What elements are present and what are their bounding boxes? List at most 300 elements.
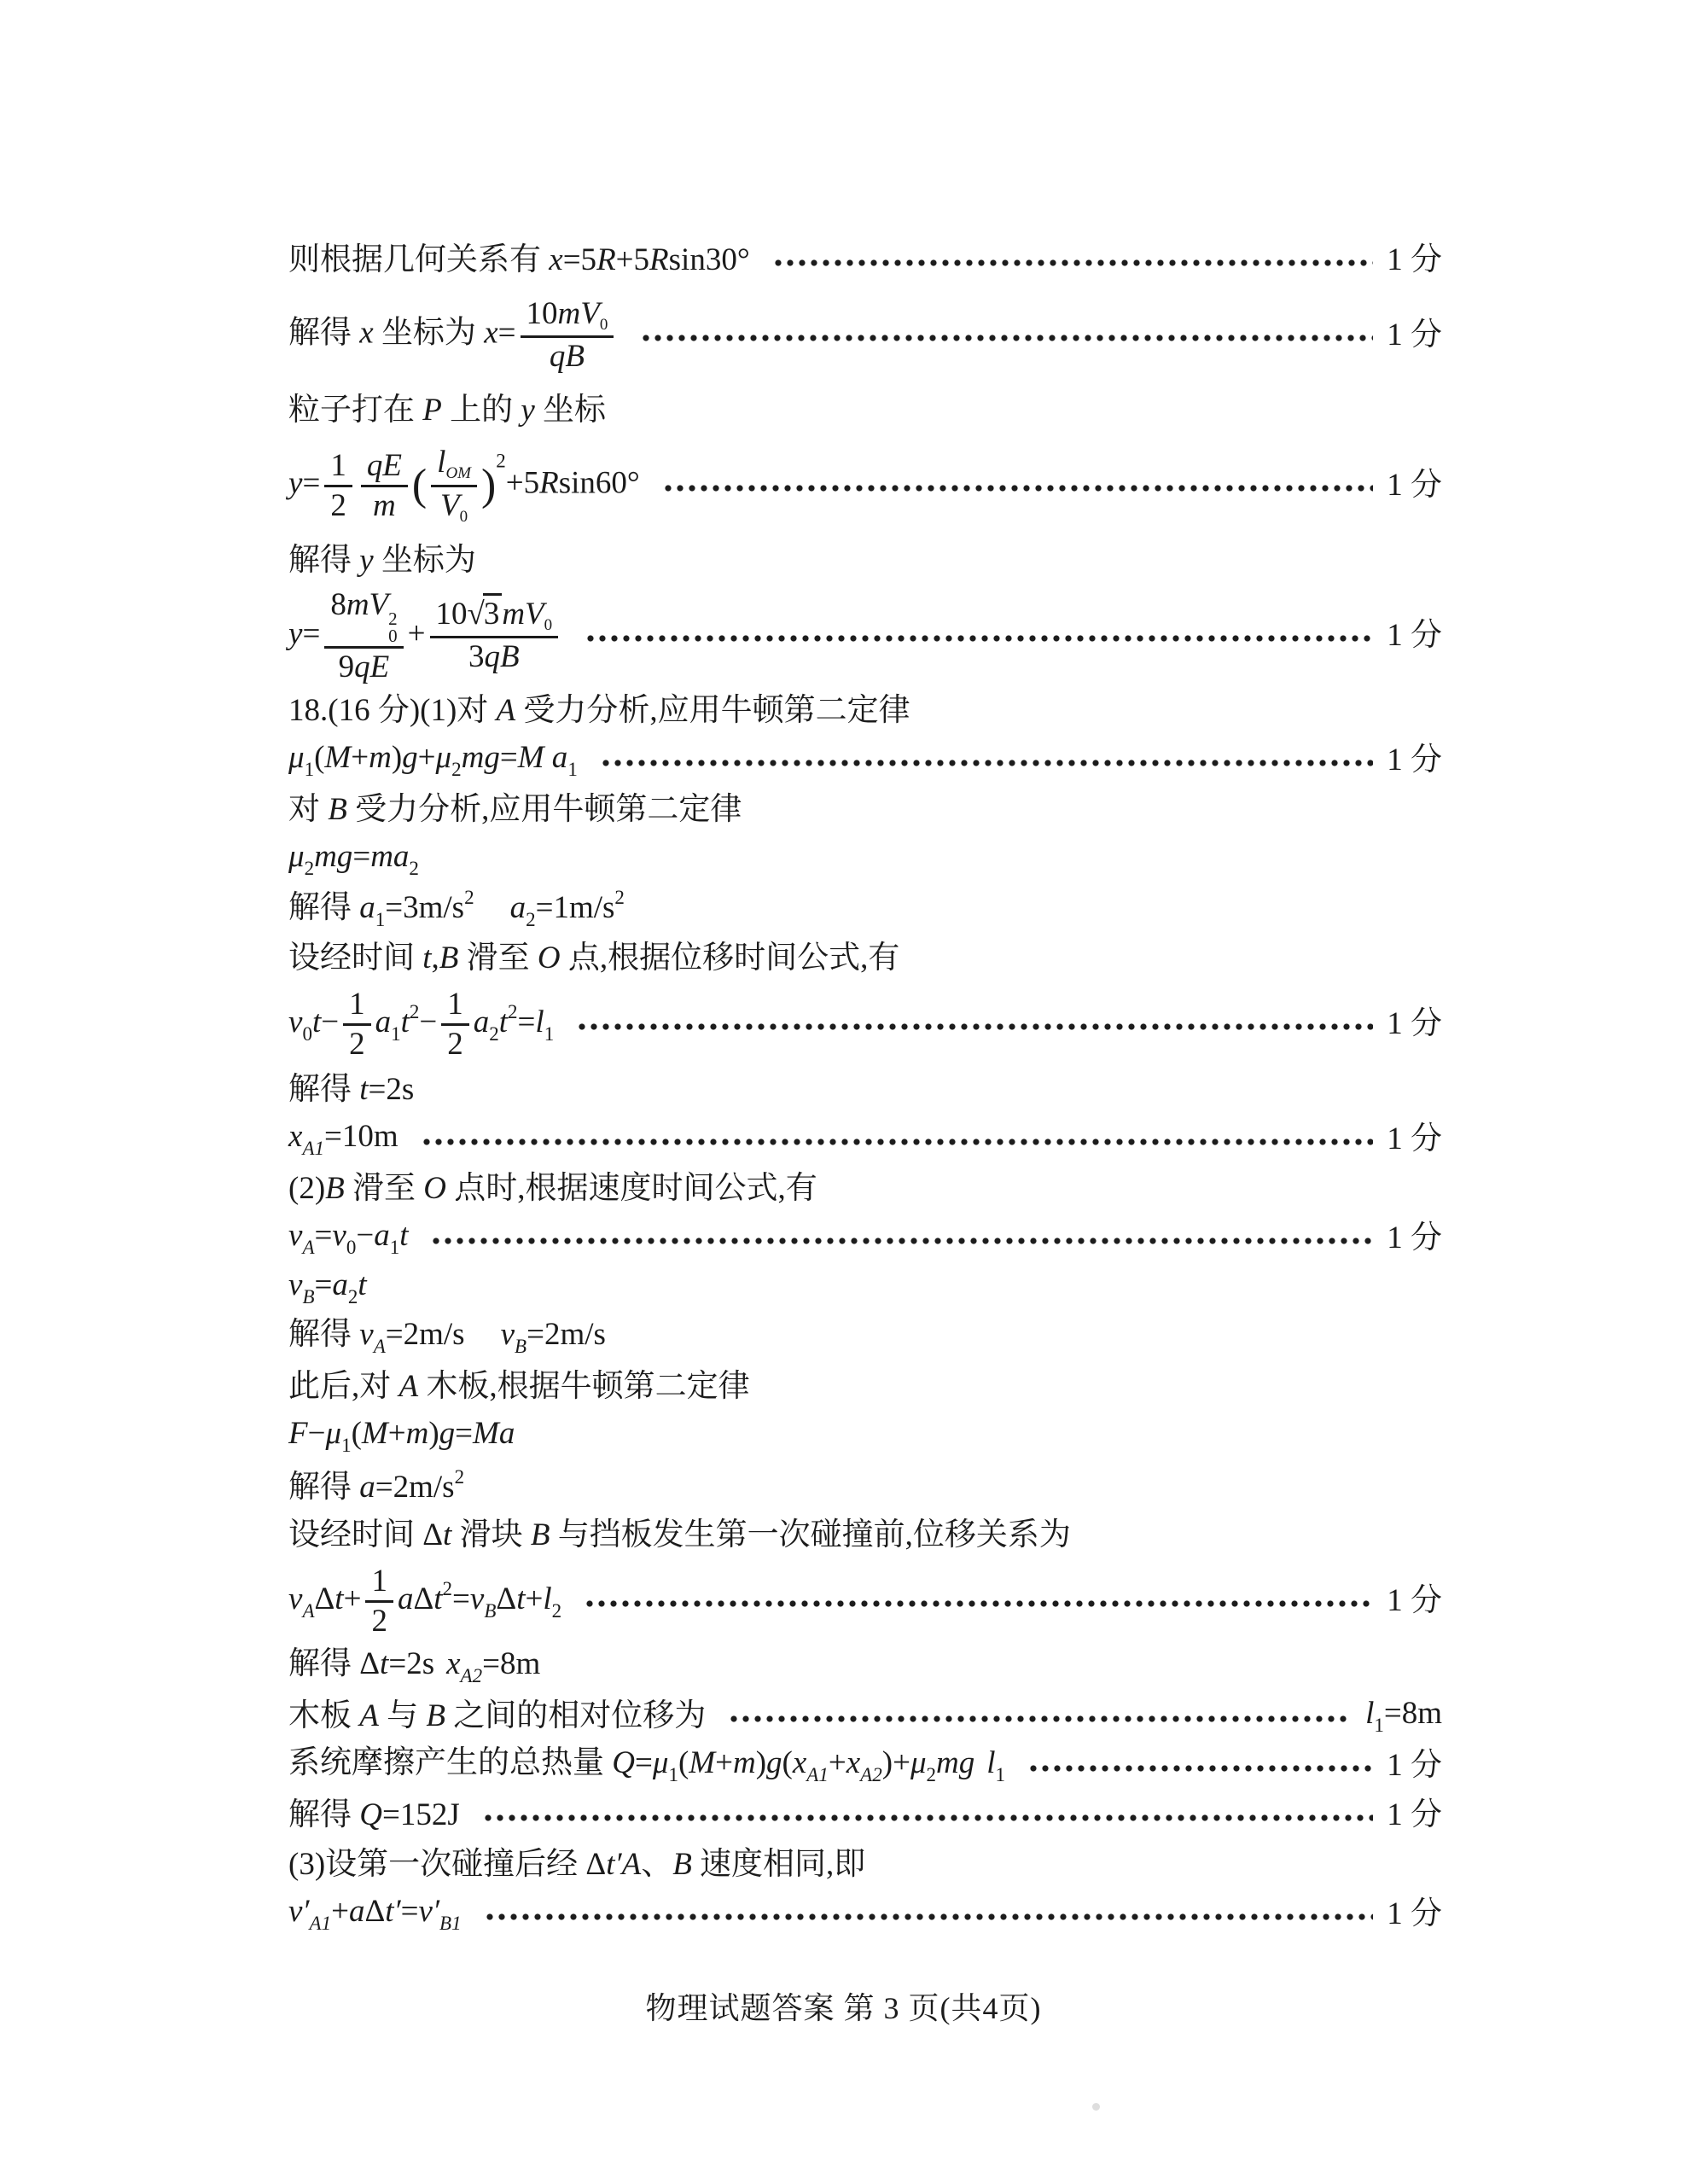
math-roman: =	[302, 615, 321, 651]
math-roman: =152J	[381, 1797, 460, 1832]
math-roman: Δ	[496, 1581, 517, 1616]
line-expression	[288, 393, 606, 429]
solution-line	[288, 386, 1442, 435]
math-roman: =	[499, 739, 518, 775]
fraction-denominator	[367, 487, 402, 523]
text-chinese: 滑块	[451, 1517, 531, 1552]
solution-line	[288, 785, 1442, 835]
math-variable: mV	[346, 586, 389, 622]
text-chinese: 解得	[288, 1797, 360, 1832]
line-expression	[288, 1745, 1005, 1786]
math-roman: 1	[1387, 1896, 1411, 1931]
math-variable: R	[649, 242, 669, 277]
math-variable: y	[521, 392, 535, 428]
line-expression	[288, 839, 419, 880]
math-superscript: 2	[388, 608, 398, 629]
math-roman: 9	[338, 649, 355, 684]
math-variable: μ	[652, 1744, 669, 1780]
math-variable: B	[672, 1846, 692, 1882]
solution-line	[288, 1362, 1442, 1412]
text-chinese: 与	[378, 1698, 427, 1733]
math-variable: t	[422, 940, 432, 976]
text-chinese: 分	[1411, 1220, 1442, 1255]
text-chinese: 分	[1411, 1005, 1442, 1041]
math-variable: t	[400, 1004, 410, 1040]
math-subscript: 2	[451, 758, 462, 780]
math-roman: =2s	[368, 1071, 415, 1107]
text-chinese: ,	[431, 940, 439, 976]
math-roman: 10	[526, 295, 558, 331]
score-label	[1387, 1896, 1442, 1933]
line-expression	[288, 1517, 1071, 1554]
text-chinese: 解得	[288, 315, 360, 351]
line-expression	[288, 740, 578, 781]
math-variable: B	[426, 1698, 445, 1733]
line-expression	[288, 887, 625, 931]
math-variable: μ	[435, 739, 452, 775]
text-chinese: 坐标	[534, 392, 607, 428]
math-roman: (	[314, 739, 325, 775]
math-fraction	[521, 297, 614, 374]
math-roman: +	[525, 1581, 544, 1616]
math-subscript: 1	[995, 1763, 1006, 1785]
math-roman: +	[828, 1744, 846, 1780]
math-superscript: 2	[614, 886, 625, 908]
math-variable: Ma	[473, 1415, 515, 1451]
math-roman: +	[331, 1893, 349, 1929]
fraction-denominator	[434, 487, 474, 527]
math-variable: x	[846, 1744, 861, 1780]
text-chinese: 解得	[288, 542, 360, 578]
math-variable: v	[288, 1581, 303, 1616]
math-superscript: 2	[496, 450, 506, 472]
score-label	[1387, 1748, 1442, 1785]
text-chinese: 分	[1411, 1582, 1442, 1618]
fraction-denominator	[544, 338, 590, 374]
math-roman: +5	[505, 465, 540, 501]
math-variable: μ	[325, 1415, 342, 1451]
math-roman: =	[352, 838, 371, 874]
math-variable: v	[359, 1316, 374, 1352]
math-subscript: 2	[526, 908, 536, 930]
text-chinese: 分	[1411, 1896, 1442, 1931]
math-variable: t	[334, 1581, 344, 1616]
solution-line	[288, 585, 1442, 686]
math-roman: =	[400, 1893, 419, 1929]
math-subscript: A	[302, 1599, 315, 1622]
score-label	[1387, 468, 1442, 504]
math-roman: )	[755, 1744, 767, 1780]
text-chinese: 坐标为	[373, 542, 476, 578]
text-chinese: 分	[1411, 617, 1442, 653]
score-label	[1387, 618, 1442, 655]
solution-line	[288, 1065, 1442, 1115]
math-roman: 1	[1387, 1121, 1411, 1156]
math-roman: =	[634, 1744, 653, 1780]
line-expression	[288, 1466, 464, 1506]
math-subscript: 1	[668, 1763, 678, 1785]
math-variable: y	[288, 465, 303, 501]
math-roman: 2	[371, 1603, 387, 1639]
math-fraction	[324, 449, 352, 523]
math-variable: mg	[314, 838, 353, 874]
math-variable: v	[288, 1217, 303, 1253]
line-expression	[288, 588, 562, 684]
solution-lines	[288, 0, 1442, 1939]
math-subscript: 2	[304, 857, 315, 879]
math-variable: x	[288, 1118, 303, 1154]
text-chinese: 分	[1411, 317, 1442, 352]
text-chinese: 系统摩擦产生的总热量	[288, 1744, 613, 1780]
math-roman: Δ	[422, 1517, 444, 1552]
math-variable: v	[469, 1581, 485, 1616]
math-variable: y	[359, 542, 374, 578]
text-chinese: 受力分析,应用牛顿第二定律	[515, 692, 910, 728]
math-variable: qB	[549, 339, 585, 375]
math-subscript: A	[373, 1335, 386, 1357]
line-expression	[288, 1119, 398, 1160]
math-roman: 1	[1387, 1005, 1411, 1041]
text-chinese: 坐标为	[373, 315, 485, 351]
math-roman: =8m	[1383, 1695, 1442, 1731]
math-roman: Δ	[314, 1581, 335, 1616]
math-roman: =1m/s	[535, 889, 615, 925]
math-variable: v	[288, 1267, 303, 1302]
math-roman: =3m/s	[385, 889, 465, 925]
math-variable: x	[549, 242, 563, 277]
math-subscript: 0	[346, 1236, 357, 1258]
math-roman: 1	[371, 1563, 387, 1599]
math-variable: l	[1365, 1695, 1375, 1731]
math-roman: =8m	[482, 1645, 541, 1681]
line-expression	[288, 1218, 408, 1259]
score-label	[1387, 1220, 1442, 1257]
fraction-denominator	[462, 638, 526, 674]
math-roman: +	[417, 739, 436, 775]
math-variable: Q	[359, 1797, 382, 1832]
dotted-leader	[421, 1137, 1374, 1147]
solution-line	[288, 1412, 1442, 1461]
math-variable: m	[405, 1415, 429, 1451]
math-variable: g	[766, 1744, 782, 1780]
math-roman: 1	[1387, 1220, 1411, 1255]
math-subscript: 1	[389, 1236, 400, 1258]
math-variable: t	[380, 1645, 389, 1681]
fraction-numerator	[365, 1564, 393, 1603]
math-roman: 1	[1387, 1582, 1411, 1618]
text-chinese: 18.(16 分)(1)对	[288, 692, 497, 728]
line-expression	[288, 1171, 817, 1208]
line-expression	[288, 543, 476, 579]
text-chinese: 此后,对	[288, 1368, 399, 1404]
footer-text: 物理试题答案 第 3 页(共4页)	[645, 1990, 1042, 2025]
math-variable: A	[359, 1698, 379, 1733]
dotted-leader	[1027, 1763, 1373, 1773]
text-chinese: 对	[288, 791, 329, 827]
page-footer	[0, 1981, 1687, 2030]
math-variable: V	[440, 487, 460, 523]
math-fraction	[343, 987, 371, 1062]
math-roman: 1	[1387, 1797, 1411, 1832]
math-roman: (	[782, 1744, 793, 1780]
text-chinese: 上的	[441, 392, 521, 428]
math-subscript: OM	[445, 463, 472, 482]
math-variable: v′	[288, 1893, 310, 1929]
math-roman: 3	[468, 639, 485, 675]
math-roman: Δ	[359, 1645, 381, 1681]
math-bracket: (	[411, 461, 428, 510]
text-chinese: 木板	[288, 1698, 360, 1733]
math-variable: t	[359, 1071, 369, 1107]
math-roman: 8	[330, 586, 346, 622]
math-variable: l	[986, 1744, 996, 1780]
solution-line	[288, 1461, 1442, 1511]
fraction-denominator	[441, 1026, 469, 1062]
solution-line	[288, 686, 1442, 736]
dotted-leader	[584, 1599, 1373, 1609]
math-variable: mg	[461, 739, 500, 775]
dotted-leader	[585, 633, 1373, 644]
math-roman: −	[321, 1004, 340, 1040]
solution-line	[288, 736, 1442, 785]
dotted-leader	[640, 333, 1373, 343]
solution-line	[288, 1164, 1442, 1214]
text-chinese: 受力分析,应用牛顿第二定律	[346, 791, 742, 827]
math-variable: qE	[354, 649, 390, 684]
math-variable: ma	[370, 838, 410, 874]
math-variable: O	[423, 1170, 446, 1206]
math-variable: m	[369, 739, 392, 775]
score-label	[1387, 1797, 1442, 1834]
solution-line	[288, 884, 1442, 934]
fraction-numerator	[431, 446, 477, 487]
solution-line	[288, 1791, 1442, 1840]
math-roman: =2m/s	[385, 1316, 465, 1352]
line-expression	[288, 446, 640, 526]
text-chinese: 则根据几何关系有	[288, 242, 550, 277]
math-roman: =2m/s	[375, 1469, 455, 1505]
math-roman: +	[893, 1744, 910, 1780]
math-roman: +5	[615, 242, 650, 277]
math-roman: +	[351, 739, 369, 775]
math-subscript: 1	[544, 1022, 555, 1045]
math-roman: =10m	[324, 1118, 398, 1154]
math-variable: B	[530, 1517, 550, 1552]
math-subscript: 0	[544, 615, 553, 634]
math-variable: R	[596, 242, 616, 277]
math-variable: μ	[288, 739, 305, 775]
math-subscript: 2	[926, 1763, 937, 1785]
math-superscript: 2	[442, 1577, 453, 1599]
math-roman: (	[351, 1415, 362, 1451]
solution-line	[288, 536, 1442, 585]
solution-line	[288, 1642, 1442, 1692]
math-variable: v	[332, 1217, 346, 1253]
math-roman: sin30°	[668, 242, 750, 277]
math-roman: +	[715, 1744, 733, 1780]
dotted-leader	[728, 1714, 1352, 1724]
math-roman: 2	[349, 1026, 365, 1062]
fraction-numerator	[441, 987, 469, 1026]
fraction-numerator	[361, 449, 408, 487]
math-subscript: 0	[302, 1022, 312, 1045]
math-variable: mV	[557, 295, 600, 331]
math-superscript: 2	[464, 886, 474, 908]
score-label	[1387, 317, 1442, 354]
math-roman: 1	[1387, 742, 1411, 778]
dotted-leader	[430, 1236, 1373, 1246]
math-roman: +	[387, 1415, 406, 1451]
math-subscript: 2	[409, 857, 419, 879]
dotted-leader	[772, 258, 1374, 268]
math-variable: v′	[418, 1893, 440, 1929]
math-variable: t	[443, 1517, 452, 1552]
solution-line	[288, 983, 1442, 1065]
line-expression	[288, 1369, 750, 1406]
math-subscript: A1	[806, 1763, 829, 1785]
math-variable: M a	[517, 739, 568, 775]
math-subscript: B	[515, 1335, 527, 1357]
math-supsub	[388, 610, 398, 644]
math-fraction	[361, 449, 408, 523]
math-roman: =	[302, 465, 321, 501]
math-variable: g	[439, 1415, 456, 1451]
math-subscript: 2	[551, 1599, 562, 1622]
line-expression	[288, 1072, 414, 1109]
line-expression	[288, 242, 750, 279]
math-variable: l	[437, 444, 446, 480]
dotted-leader	[482, 1813, 1374, 1823]
line-expression	[288, 1564, 561, 1639]
math-roman: 1	[349, 986, 365, 1022]
line-expression	[288, 1797, 460, 1834]
math-subscript: B	[484, 1599, 497, 1622]
text-chinese: 解得	[288, 1071, 360, 1107]
text-chinese: 之间的相对位移为	[445, 1698, 707, 1733]
math-variable: Q	[612, 1744, 635, 1780]
solution-line	[288, 1214, 1442, 1263]
solution-line	[288, 1741, 1442, 1791]
math-roman: 2	[447, 1026, 463, 1062]
solution-line	[288, 1692, 1442, 1741]
math-variable: M	[361, 1415, 388, 1451]
math-variable: F	[288, 1415, 308, 1451]
text-chinese: 解得	[288, 1316, 360, 1352]
math-subscript: 2	[347, 1285, 358, 1307]
text-chinese: 设经时间	[288, 940, 423, 976]
score-label	[1387, 1583, 1442, 1620]
text-chinese: 解得	[288, 889, 360, 925]
math-variable: R	[539, 465, 559, 501]
fraction-denominator	[324, 487, 352, 523]
math-roman: 1	[1387, 467, 1411, 503]
solution-line	[288, 1511, 1442, 1560]
math-subscript: 1	[341, 1434, 352, 1456]
text-chinese: 、	[641, 1846, 673, 1882]
math-variable: x	[792, 1744, 807, 1780]
text-chinese: 分	[1411, 742, 1442, 778]
math-variable: mg	[936, 1744, 975, 1780]
math-subscript: A2	[860, 1763, 882, 1785]
math-variable: t	[498, 1004, 509, 1040]
line-expression	[288, 693, 910, 730]
math-variable: a	[509, 889, 526, 925]
math-roman: =	[517, 1004, 536, 1040]
math-subscript: 1	[375, 908, 386, 930]
math-roman: )	[391, 739, 403, 775]
math-subscript: A1	[302, 1137, 324, 1159]
math-variable: qE	[366, 447, 402, 483]
math-variable: B	[325, 1170, 345, 1206]
line-expression	[288, 1646, 540, 1687]
math-superscript: 2	[508, 1000, 518, 1022]
math-variable: l	[535, 1004, 544, 1040]
text-chinese: 点,根据位移时间公式,有	[560, 940, 900, 976]
score-label	[1387, 1121, 1442, 1158]
fraction-denominator	[343, 1026, 371, 1062]
math-variable: v	[500, 1316, 515, 1352]
text-chinese: 滑至	[458, 940, 538, 976]
math-roman: 2	[330, 487, 346, 523]
math-variable: t′	[385, 1893, 401, 1929]
math-subscript: A1	[309, 1912, 332, 1934]
text-chinese: 解得	[288, 1469, 360, 1505]
text-chinese: 分	[1411, 1747, 1442, 1783]
math-variable: a	[359, 1469, 375, 1505]
math-variable: v	[288, 1004, 303, 1040]
text-chinese: 分	[1411, 1797, 1442, 1832]
math-fraction	[324, 588, 403, 684]
math-subscript: B1	[439, 1912, 462, 1934]
math-roman: 1	[447, 986, 463, 1022]
math-variable: A	[496, 692, 516, 728]
text-chinese: 木板,根据牛顿第二定律	[418, 1368, 750, 1404]
math-roman: =	[455, 1415, 474, 1451]
math-roman: =	[314, 1267, 333, 1302]
scan-artifact-dot	[1092, 2103, 1100, 2111]
math-roman: +	[407, 615, 426, 651]
solution-line	[288, 1313, 1442, 1362]
fraction-denominator	[333, 649, 396, 684]
math-roman: −	[419, 1004, 438, 1040]
dotted-leader	[576, 1022, 1373, 1032]
math-variable: t′A	[606, 1846, 642, 1882]
math-superscript: 2	[454, 1465, 465, 1488]
text-chinese: 与挡板发生第一次碰撞前,位移关系为	[550, 1517, 1071, 1552]
solution-line	[288, 236, 1442, 285]
score-label	[1387, 242, 1442, 279]
solution-line	[288, 1560, 1442, 1642]
math-roman: +	[343, 1581, 362, 1616]
math-roman: =5	[562, 242, 597, 277]
math-subscript: 0	[599, 315, 608, 334]
math-subscript: A2	[460, 1664, 483, 1686]
text-chinese: 设经时间	[288, 1517, 423, 1552]
solution-line	[288, 835, 1442, 884]
math-variable: x	[359, 315, 374, 351]
line-expression	[288, 1698, 706, 1735]
math-variable: a	[359, 889, 375, 925]
math-subscript: 2	[489, 1022, 499, 1045]
fraction-numerator	[324, 449, 352, 487]
math-variable: t	[358, 1267, 367, 1302]
line-expression	[288, 1317, 606, 1358]
math-fraction	[431, 446, 477, 526]
math-variable: t	[433, 1581, 443, 1616]
math-variable: m	[373, 487, 396, 523]
math-roman: −	[356, 1217, 375, 1253]
fraction-numerator	[430, 597, 559, 639]
